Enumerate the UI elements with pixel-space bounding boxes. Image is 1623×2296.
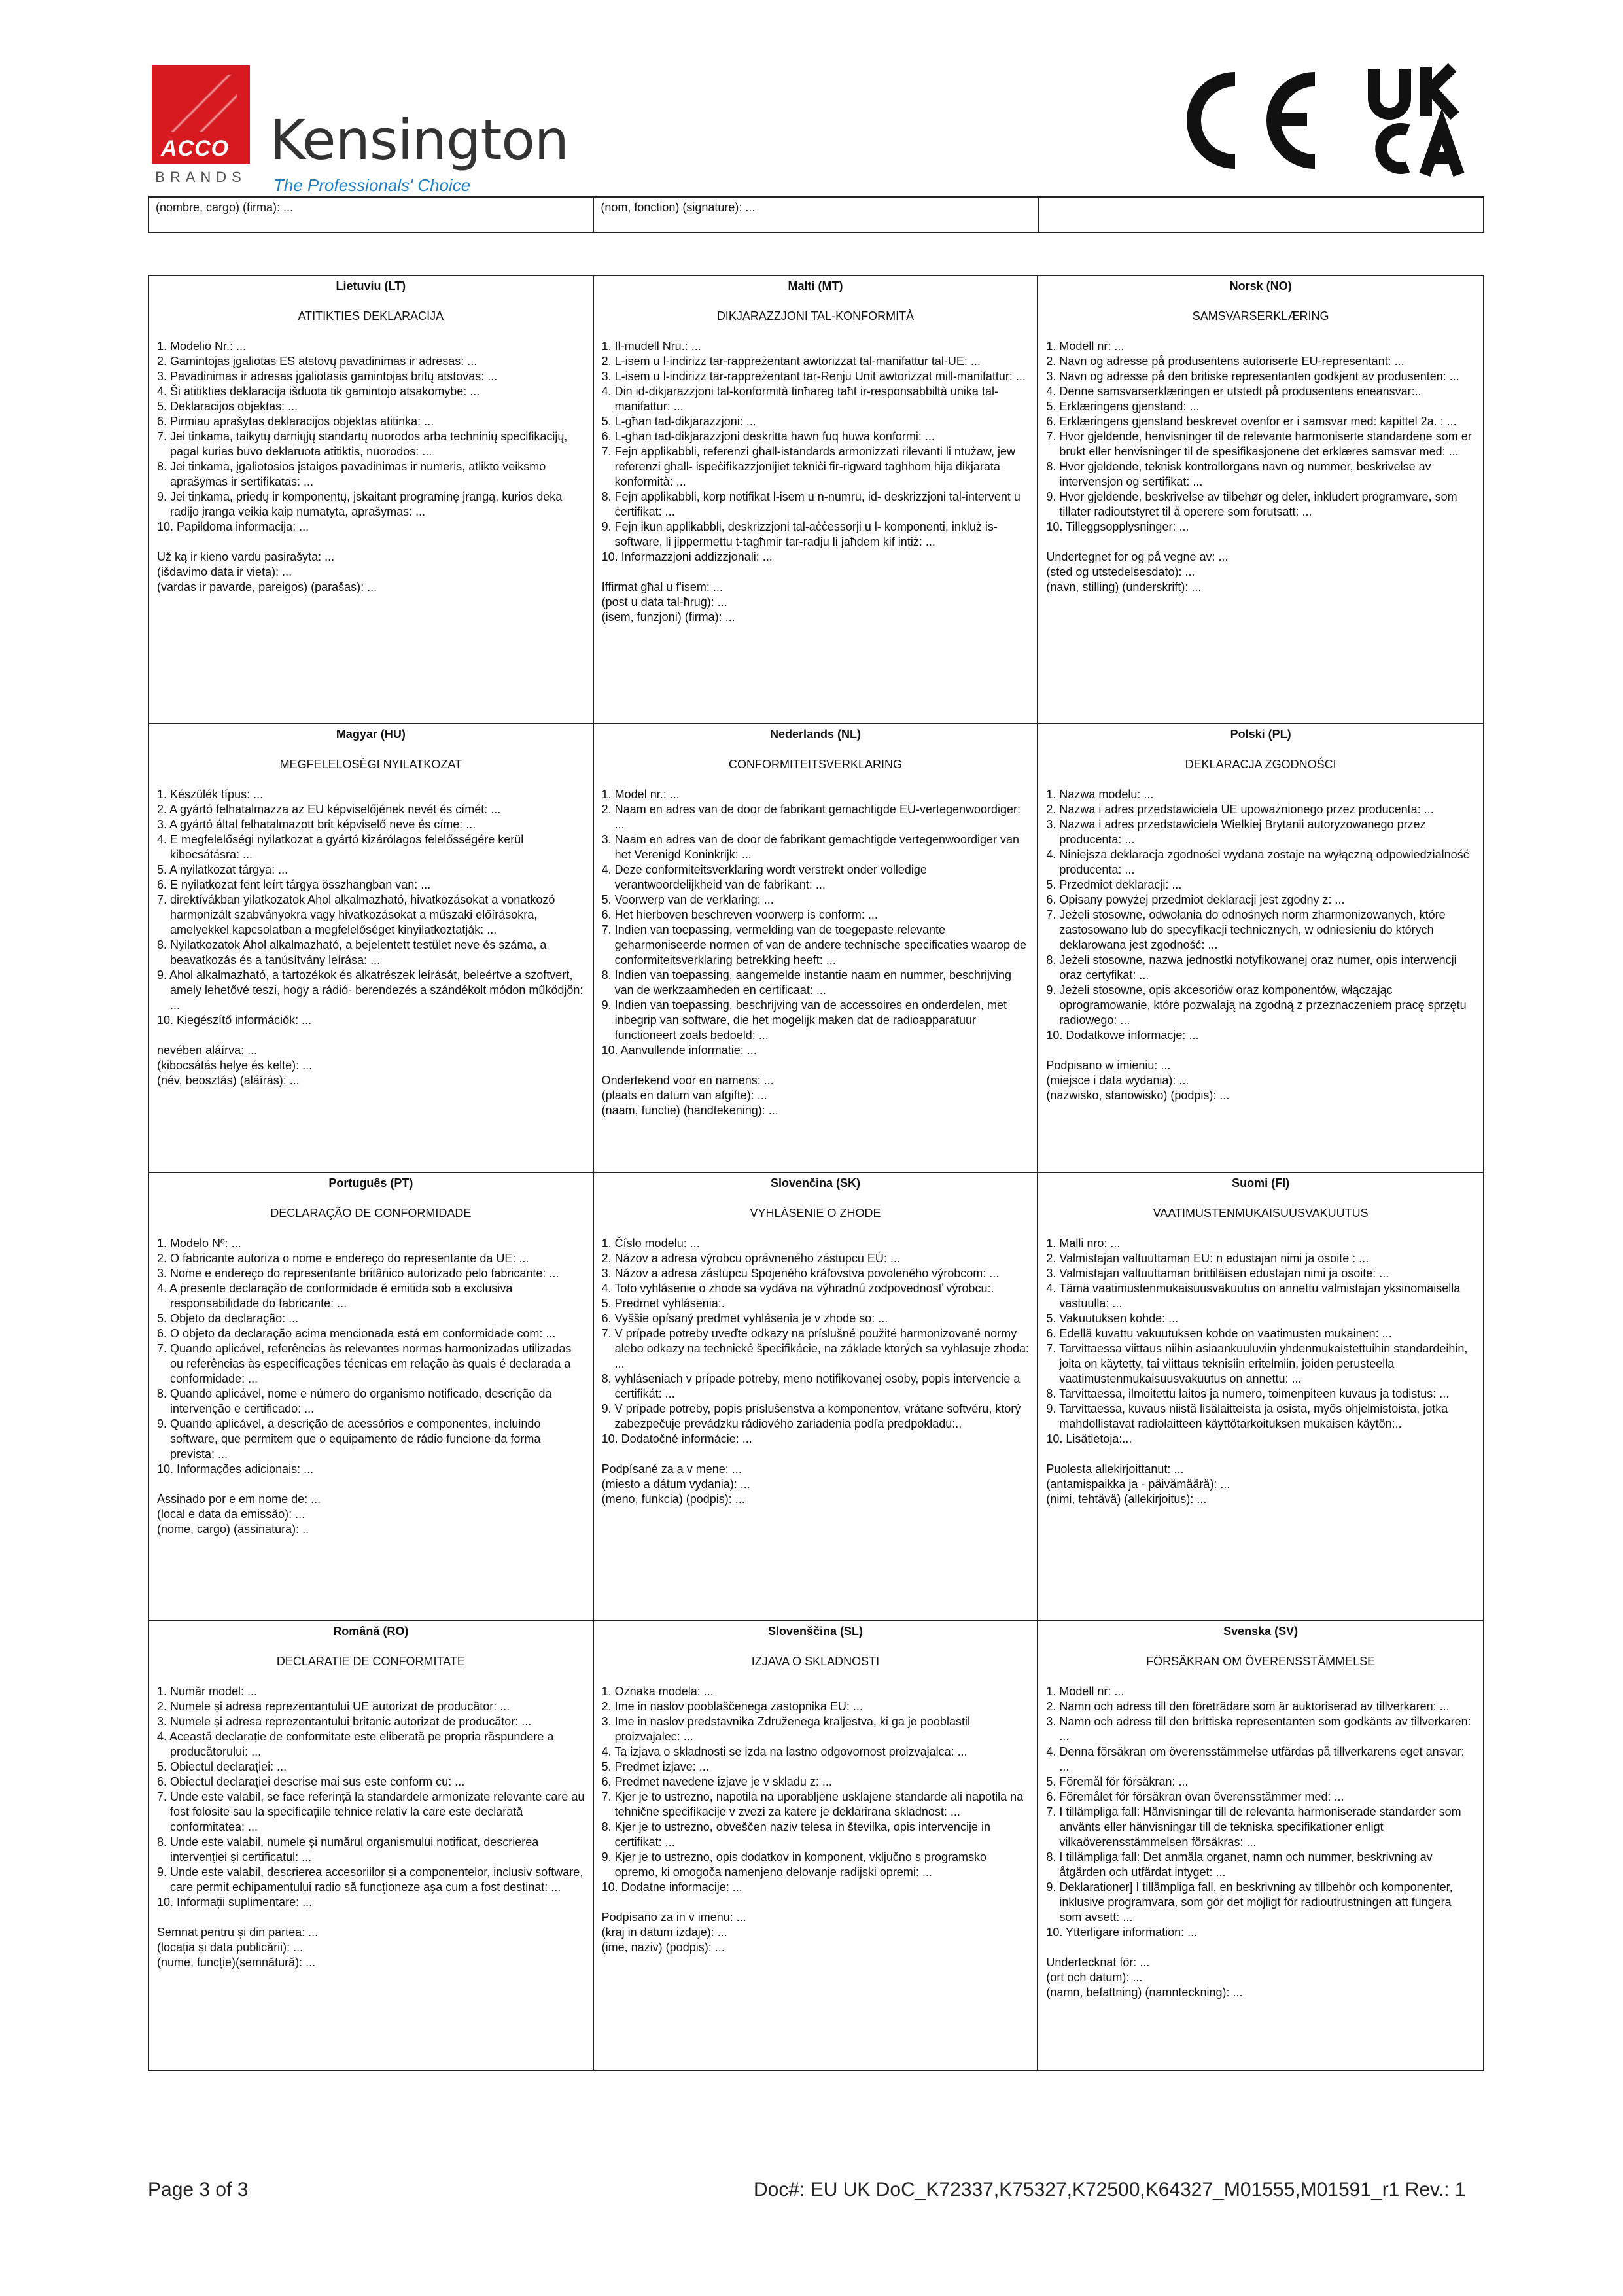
signature-strip bbox=[148, 196, 1484, 233]
declaration-item: 2. A gyártó felhatalmazza az EU képviselőjének nevét és címét: ... bbox=[157, 803, 501, 817]
declaration-item: 9. Ahol alkalmazható, a tartozékok és alkatrészek leírását, beleértve a szoftvert, amely lehetővé teszi, hogy a rádió- berendezés a szándékolt módon működjön: ... bbox=[157, 968, 584, 1012]
declaration-item: 9. Quando aplicável, a descrição de acessórios e componentes, incluindo software, que permitem que o equipamento de rádio funcione da forma prevista: ... bbox=[157, 1417, 541, 1460]
signature-line: (post u data tal-ħrug): ... bbox=[601, 595, 727, 609]
declaration-item: 7. direktívákban yilatkozatok Ahol alkalmazható, hivatkozásokat a vonatkozó harmonizált szabványokra vagy hivatkozásokat a műszaki előírásokra, amelyekkel kapcsolatban a megfelelőséget kinyilatkoztatják: ... bbox=[157, 893, 555, 937]
declaration-item: 2. Nazwa i adres przedstawiciela UE upoważnionego przez producenta: ... bbox=[1046, 803, 1434, 817]
declaration-item: 1. Modell nr: ... bbox=[1046, 340, 1125, 353]
signature-line: Undertegnet for og på vegne av: ... bbox=[1046, 550, 1229, 563]
signature-line: nevében aláírva: ... bbox=[157, 1044, 258, 1057]
declaration-items bbox=[1046, 1684, 1475, 1940]
language-heading: Nederlands (NL) bbox=[769, 728, 861, 741]
signature-line: (miejsce i data wydania): ... bbox=[1046, 1074, 1189, 1087]
signature-line: Puolesta allekirjoittanut: ... bbox=[1046, 1462, 1184, 1475]
declaration-item: 2. L-isem u l-indirizz tar-rappreżentant awtorizzat tal-manifattur tal-UE: ... bbox=[601, 355, 981, 368]
declaration-item: 4. Toto vyhlásenie o zhode sa vydáva na výhradnú zodpovednosť výrobcu:. bbox=[601, 1281, 994, 1295]
language-heading: Svenska (SV) bbox=[1223, 1624, 1299, 1638]
signature-line: (antamispaikka ja - päivämäärä): ... bbox=[1046, 1477, 1230, 1491]
declaration-item: 9. Deklarationer] I tillämpliga fall, en beskrivning av tillbehör och komponenter, inklusive programvara, som gör det möjligt för radioutrustningen att fungera som avsett: ... bbox=[1046, 1880, 1453, 1924]
declaration-item: 2. Numele și adresa reprezentantului UE autorizat de producător: ... bbox=[157, 1699, 510, 1713]
declaration-item: 9. Kjer je to ustrezno, opis dodatkov in komponent, vključno s programsko opremo, ki omogoča namenjeno delovanje radijski opremi: ... bbox=[601, 1850, 986, 1879]
declaration-item: 4. A presente declaração de conformidade é emitida sob a exclusiva responsabilidade do fabricante: ... bbox=[157, 1281, 513, 1310]
declaration-item: 5. Przedmiot deklaracji: ... bbox=[1046, 878, 1182, 892]
language-heading: Português (PT) bbox=[328, 1176, 413, 1190]
declaration-item: 3. A gyártó által felhatalmazott brit képviselő neve és címe: ... bbox=[157, 818, 476, 832]
declaration-item: 10. Informações adicionais: ... bbox=[157, 1462, 314, 1475]
declaration-item: 1. Číslo modelu: ... bbox=[601, 1236, 700, 1250]
signature-line: (locația și data publicării): ... bbox=[157, 1940, 304, 1954]
declaration-item: 6. O objeto da declaração acima mencionada está em conformidade com: ... bbox=[157, 1326, 556, 1340]
declaration-item: 8. Kjer je to ustrezno, obveščen naziv telesa in številka, opis intervencije in certifikat: ... bbox=[601, 1820, 990, 1848]
declaration-item: 5. L-għan tad-dikjarazzjoni: ... bbox=[601, 415, 756, 428]
signature-line: Iffirmat għal u f'isem: ... bbox=[601, 580, 723, 593]
language-heading: Suomi (FI) bbox=[1232, 1176, 1290, 1190]
declaration-item: 3. Namn och adress till den brittiska representanten som godkänts av tillverkaren: ... bbox=[1046, 1714, 1471, 1743]
declaration-item: 3. Názov a adresa zástupcu Spojeného kráľovstva povoleného výrobcom: ... bbox=[601, 1266, 1000, 1280]
signature-line: (išdavimo data ir vieta): ... bbox=[157, 565, 292, 578]
ce-ukca-marks bbox=[1178, 62, 1478, 180]
declaration-title: VAATIMUSTENMUKAISUUSVAKUUTUS bbox=[1153, 1206, 1369, 1220]
declaration-item: 10. Informații suplimentare: ... bbox=[157, 1895, 313, 1909]
signature-line: (nazwisko, stanowisko) (podpis): ... bbox=[1046, 1089, 1230, 1103]
signature-line: (namn, befattning) (namnteckning): ... bbox=[1046, 1985, 1243, 1999]
declaration-item: 2. Valmistajan valtuuttaman EU: n edustajan nimi ja osoite : ... bbox=[1046, 1251, 1369, 1265]
declaration-item: 10. Tilleggsopplysninger: ... bbox=[1046, 520, 1189, 533]
declaration-item: 6. Erklæringens gjenstand beskrevet ovenfor er i samsvar med: kapittel 2a. : ... bbox=[1046, 415, 1457, 428]
declaration-item: 10. Informazzjoni addizzjonali: ... bbox=[601, 550, 773, 563]
declaration-item: 2. Gamintojas įgaliotas ES atstovų pavadinimas ir adresas: ... bbox=[157, 355, 478, 368]
declaration-item: 2. Názov a adresa výrobcu oprávneného zástupcu EÚ: ... bbox=[601, 1251, 900, 1265]
strip-cell: (nom, fonction) (signature): ... bbox=[594, 198, 1039, 232]
declaration-item: 8. Fejn applikabbli, korp notifikat l-isem u n-numru, id- deskrizzjoni tal-intervent u ċertifikat: ... bbox=[601, 490, 1021, 518]
declaration-item: 7. Quando aplicável, referências às relevantes normas harmonizadas utilizadas ou referências às especificações técnicas em relação às quais é declarada a conformidade: ... bbox=[157, 1341, 572, 1385]
declaration-item: 8. I tillämpliga fall: Det anmäla organet, namn och nummer, beskrivning av åtgärden och utfärdat intyget: ... bbox=[1046, 1850, 1433, 1879]
declaration-item: 1. Malli nro: ... bbox=[1046, 1236, 1121, 1250]
declaration-item: 10. Dodatne informacije: ... bbox=[601, 1880, 742, 1894]
declaration-item: 1. Készülék típus: ... bbox=[157, 788, 264, 802]
declaration-cell bbox=[149, 1621, 594, 2070]
declaration-title: ATITIKTIES DEKLARACIJA bbox=[298, 309, 444, 323]
declaration-items bbox=[1046, 339, 1475, 535]
declaration-item: 10. Papildoma informacija: ... bbox=[157, 520, 309, 533]
declaration-cell bbox=[1038, 1173, 1483, 1621]
declaration-item: 1. Il-mudell Nru.: ... bbox=[601, 340, 701, 353]
declaration-title: FÖRSÄKRAN OM ÖVERENSSTÄMMELSE bbox=[1146, 1654, 1376, 1668]
declaration-item: 6. Edellä kuvattu vakuutuksen kohde on vaatimusten mukainen: ... bbox=[1046, 1326, 1392, 1340]
signature-block bbox=[157, 1043, 585, 1088]
signature-line: (nume, funcție)(semnătură): ... bbox=[157, 1955, 316, 1969]
declaration-item: 8. Nyilatkozatok Ahol alkalmazható, a bejelentett testület neve és száma, a beavatkozás és a tanúsítvány leírása: ... bbox=[157, 938, 547, 967]
signature-block bbox=[602, 1073, 1030, 1118]
kensington-logo bbox=[152, 65, 570, 195]
declaration-item: 10. Kiegészítő információk: ... bbox=[157, 1014, 312, 1027]
signature-line: Undertecknat för: ... bbox=[1046, 1955, 1150, 1969]
declaration-grid bbox=[148, 275, 1484, 2071]
declaration-item: 4. Ta izjava o skladnosti se izda na lastno odgovornost proizvajalca: ... bbox=[601, 1744, 968, 1758]
declaration-item: 4. Denne samsvarserklæringen er utstedt på produsentens eneansvar:.. bbox=[1046, 385, 1422, 398]
declaration-items bbox=[157, 787, 585, 1028]
declaration-cell bbox=[594, 276, 1039, 724]
declaration-item: 9. Hvor gjeldende, beskrivelse av tilbehør og deler, inkludert programvare, som tillater radioutstyret til å operere som forutsatt: ... bbox=[1046, 490, 1457, 518]
declaration-item: 9. Indien van toepassing, beschrijving van de accessoires en onderdelen, met inbegrip van software, die het mogelijk maken dat de radioapparatuur functioneert zoals bedoeld: ... bbox=[601, 998, 1007, 1042]
declaration-items bbox=[157, 1684, 585, 1910]
ukca-mark bbox=[1374, 67, 1459, 175]
declaration-items bbox=[157, 339, 585, 535]
declaration-cell bbox=[149, 276, 594, 724]
declaration-item: 2. Naam en adres van de door de fabrikant gemachtigde EU-vertegenwoordiger: ... bbox=[601, 803, 1021, 832]
signature-line: (sted og utstedelsesdato): ... bbox=[1046, 565, 1195, 578]
declaration-item: 9. Unde este valabil, descrierea accesoriilor și a componentelor, inclusiv software, care permit echipamentului radio să funcționeze așa cum a fost destinat: ... bbox=[157, 1865, 584, 1894]
declaration-item: 4. Denna försäkran om överensstämmelse utfärdas på tillverkarens eget ansvar: ... bbox=[1046, 1744, 1465, 1773]
page-number: Page 3 of 3 bbox=[148, 2179, 249, 2200]
declaration-cell bbox=[149, 1173, 594, 1621]
declaration-item: 7. Kjer je to ustrezno, napotila na uporabljene usklajene standarde ali napotila na tehnične specifikacije v zvezi za katere je deklarirana skladnost: ... bbox=[601, 1790, 1024, 1818]
declaration-title: DEKLARACJA ZGODNOŚCI bbox=[1185, 758, 1336, 771]
declaration-item: 10. Ytterligare information: ... bbox=[1046, 1925, 1198, 1939]
declaration-item: 5. Objeto da declaração: ... bbox=[157, 1311, 299, 1325]
declaration-item: 4. Tämä vaatimustenmukaisuusvakuutus on annettu valmistajan yksinomaisella vastuulla: ... bbox=[1046, 1281, 1461, 1310]
declaration-items bbox=[157, 1236, 585, 1477]
signature-line: (név, beosztás) (aláírás): ... bbox=[157, 1074, 300, 1087]
declaration-cell bbox=[149, 724, 594, 1173]
declaration-item: 9. V prípade potreby, popis príslušenstva a komponentov, vrátane softvéru, ktorý zabezpečuje prevádzku rádiového zariadenia podľa predpokladu:.. bbox=[601, 1402, 1021, 1430]
language-heading: Slovenščina (SL) bbox=[767, 1624, 864, 1638]
declaration-item: 4. Niniejsza deklaracja zgodności wydana zostaje na wyłączną odpowiedzialność producenta: ... bbox=[1046, 848, 1469, 877]
signature-line: (navn, stilling) (underskrift): ... bbox=[1046, 580, 1202, 593]
declaration-cell bbox=[594, 724, 1039, 1173]
declaration-title: DECLARATIE DE CONFORMITATE bbox=[276, 1654, 465, 1668]
declaration-item: 6. Vyššie opísaný predmet vyhlásenia je v zhode so: ... bbox=[601, 1311, 888, 1325]
declaration-item: 3. Nome e endereço do representante britânico autorizado pelo fabricante: ... bbox=[157, 1266, 559, 1280]
signature-line: Už ką ir kieno vardu pasirašyta: ... bbox=[157, 550, 335, 563]
language-heading: Malti (MT) bbox=[788, 279, 843, 292]
signature-line: (ime, naziv) (podpis): ... bbox=[601, 1940, 725, 1954]
declaration-item: 5. Föremål för försäkran: ... bbox=[1046, 1775, 1189, 1788]
declaration-item: 6. Obiectul declarației descrise mai sus este conform cu: ... bbox=[157, 1775, 465, 1788]
signature-block bbox=[1046, 1058, 1475, 1103]
declaration-item: 4. Această declarație de conformitate este eliberată pe propria răspundere a producătorului: ... bbox=[157, 1729, 554, 1758]
signature-line: (local e data da emissão): ... bbox=[157, 1507, 305, 1521]
signature-block bbox=[1046, 1462, 1475, 1507]
signature-block bbox=[157, 550, 585, 595]
declaration-item: 8. Jeżeli stosowne, nazwa jednostki notyfikowanej oraz numer, opis interwencji oraz certyfikat: ... bbox=[1046, 953, 1457, 982]
declaration-title: DECLARAÇÃO DE CONFORMIDADE bbox=[270, 1206, 472, 1220]
declaration-title: CONFORMITEITSVERKLARING bbox=[728, 758, 902, 771]
declaration-item: 4. Deze conformiteitsverklaring wordt verstrekt onder volledige verantwoordelijkheid van de fabrikant: ... bbox=[601, 863, 927, 892]
declaration-item: 7. V prípade potreby uveďte odkazy na príslušné použité harmonizované normy alebo odkazy na technické špecifikácie, na základe ktorých sa vyhlasuje zhoda: ... bbox=[601, 1326, 1030, 1370]
declaration-item: 8. Tarvittaessa, ilmoitettu laitos ja numero, toimenpiteen kuvaus ja todistus: ... bbox=[1046, 1386, 1450, 1400]
declaration-item: 8. Hvor gjeldende, teknisk kontrollorgans navn og nummer, beskrivelse av intervensjon og sertifikat: ... bbox=[1046, 460, 1431, 488]
declaration-item: 1. Modell nr: ... bbox=[1046, 1684, 1125, 1698]
declaration-item: 5. Obiectul declarației: ... bbox=[157, 1759, 287, 1773]
declaration-item: 7. Fejn applikabbli, referenzi għall-istandards armonizzati rilevanti li ntużaw, jew referenzi għall- ispeċifikazzjonijiet tekniċi fir-rigward tagħhom hija dikjarata konformità: ... bbox=[601, 445, 1015, 488]
declaration-item: 1. Nazwa modelu: ... bbox=[1046, 788, 1154, 802]
declaration-item: 8. Indien van toepassing, aangemelde instantie naam en nummer, beschrijving van de werkzaamheden en certificaat: ... bbox=[601, 968, 1012, 997]
document-number: Doc#: EU UK DoC_K72337,K75327,K72500,K64327_M01555,M01591_r1 Rev.: 1 bbox=[754, 2179, 1466, 2200]
signature-line: (kraj in datum izdaje): ... bbox=[601, 1925, 727, 1939]
declaration-item: 5. Vakuutuksen kohde: ... bbox=[1046, 1311, 1179, 1325]
declaration-item: 1. Model nr.: ... bbox=[601, 788, 680, 802]
declaration-item: 3. Pavadinimas ir adresas įgaliotasis gamintojas britų atstovas: ... bbox=[157, 370, 498, 383]
declaration-cell bbox=[1038, 276, 1483, 724]
acco-logo-mark bbox=[152, 65, 250, 164]
signature-line: (meno, funkcia) (podpis): ... bbox=[601, 1492, 745, 1506]
language-heading: Lietuviu (LT) bbox=[336, 279, 406, 292]
signature-line: (nimi, tehtävä) (allekirjoitus): ... bbox=[1046, 1492, 1207, 1506]
declaration-item: 7. Indien van toepassing, vermelding van de toegepaste relevante geharmoniseerde normen of van de andere technische specificaties waarop de conformiteitsverklaring betrekking heeft: ... bbox=[601, 923, 1027, 967]
language-heading: Polski (PL) bbox=[1230, 728, 1291, 741]
declaration-item: 1. Modelio Nr.: ... bbox=[157, 340, 247, 353]
declaration-item: 10. Lisätietoja:... bbox=[1046, 1432, 1132, 1445]
declaration-item: 3. Nazwa i adres przedstawiciela Wielkiej Brytanii autoryzowanego przez producenta: ... bbox=[1046, 818, 1426, 847]
declaration-item: 9. Jeżeli stosowne, opis akcesoriów oraz komponentów, włączając oprogramowanie, które pozwalają na zgodną z przeznaczeniem pracę sprzętu radiowego: ... bbox=[1046, 983, 1467, 1027]
declaration-item: 6. L-għan tad-dikjarazzjoni deskritta hawn fuq huwa konformi: ... bbox=[601, 430, 935, 443]
signature-line: (nome, cargo) (assinatura): .. bbox=[157, 1522, 309, 1536]
declaration-item: 7. I tillämpliga fall: Hänvisningar till de relevanta harmoniserade standarder som använts eller hänvisningar till de tekniska specifikationer enligt vilkaöverensstämmelsen försäkras: ... bbox=[1046, 1805, 1461, 1848]
declaration-item: 4. Din id-dikjarazzjoni tal-konformità tinħareg taħt ir-responsabbiltà unika tal- manifattur: ... bbox=[601, 385, 998, 413]
declaration-item: 1. Număr model: ... bbox=[157, 1684, 258, 1698]
declaration-item: 3. Navn og adresse på den britiske representanten godkjent av produsenten: ... bbox=[1046, 370, 1459, 383]
signature-line: Podpisano za in v imenu: ... bbox=[601, 1910, 746, 1924]
declaration-item: 3. Valmistajan valtuuttaman brittiläisen edustajan nimi ja osoite: ... bbox=[1046, 1266, 1389, 1280]
declaration-item: 6. Opisany powyżej przedmiot deklaracji jest zgodny z: ... bbox=[1046, 893, 1345, 907]
signature-block bbox=[602, 1462, 1030, 1507]
declaration-cell bbox=[594, 1621, 1039, 2070]
declaration-items bbox=[602, 339, 1030, 565]
declaration-item: 3. Ime in naslov predstavnika Združenega kraljestva, ki ga je pooblastil proizvajalec: ... bbox=[601, 1714, 970, 1743]
signature-block bbox=[602, 580, 1030, 625]
language-heading: Română (RO) bbox=[333, 1624, 409, 1638]
strip-cell: (nombre, cargo) (firma): ... bbox=[149, 198, 594, 232]
declaration-item: 9. Jei tinkama, priedų ir komponentų, įskaitant programinę įrangą, kurios deka radijo įranga veikia kaip numatyta, aprašymas: ... bbox=[157, 490, 563, 518]
declaration-item: 3. L-isem u l-indirizz tar-rappreżentant tar-Renju Unit awtorizzat mill-manifattur: ... bbox=[601, 370, 1026, 383]
language-heading: Magyar (HU) bbox=[336, 728, 406, 741]
signature-block bbox=[1046, 1955, 1475, 2000]
signature-line: (vardas ir pavarde, pareigos) (parašas): ... bbox=[157, 580, 377, 593]
declaration-items bbox=[602, 1236, 1030, 1447]
language-heading: Norsk (NO) bbox=[1229, 279, 1292, 292]
declaration-title: VYHLÁSENIE O ZHODE bbox=[750, 1206, 881, 1220]
ce-mark bbox=[1194, 79, 1315, 162]
declaration-item: 5. Deklaracijos objektas: ... bbox=[157, 400, 298, 413]
declaration-item: 9. Fejn ikun applikabbli, deskrizzjoni tal-aċċessorji u l- komponenti, inkluż is- software, li jippermettu t-tagħmir tar-radju li jaħdem kif intiż: ... bbox=[601, 520, 998, 548]
declaration-item: 5. A nyilatkozat tárgya: ... bbox=[157, 863, 288, 877]
signature-line: (kibocsátás helye és kelte): ... bbox=[157, 1059, 313, 1072]
signature-block bbox=[602, 1910, 1030, 1955]
declaration-item: 5. Predmet vyhlásenia:. bbox=[601, 1296, 725, 1310]
declaration-items bbox=[1046, 1236, 1475, 1447]
signature-line: (ort och datum): ... bbox=[1046, 1970, 1143, 1984]
declaration-item: 6. Predmet navedene izjave je v skladu z: ... bbox=[601, 1775, 832, 1788]
declaration-item: 1. Oznaka modela: ... bbox=[601, 1684, 714, 1698]
declaration-item: 5. Erklæringens gjenstand: ... bbox=[1046, 400, 1200, 413]
signature-line: (naam, functie) (handtekening): ... bbox=[601, 1104, 778, 1118]
declaration-item: 8. Quando aplicável, nome e número do organismo notificado, descrição da intervenção e certificado: ... bbox=[157, 1386, 552, 1415]
signature-line: (plaats en datum van afgifte): ... bbox=[601, 1089, 767, 1103]
signature-block bbox=[1046, 550, 1475, 595]
signature-line: Ondertekend voor en namens: ... bbox=[601, 1074, 774, 1087]
declaration-cell bbox=[594, 1173, 1039, 1621]
declaration-item: 7. Unde este valabil, se face referință la standardele armonizate relevante care au fost folosite sau la specificațiile tehnice relativ la care este declarată conformitatea: ... bbox=[157, 1790, 585, 1833]
signature-line: Podpísané za a v mene: ... bbox=[601, 1462, 742, 1475]
declaration-cell bbox=[1038, 724, 1483, 1173]
declaration-item: 8. Unde este valabil, numele și numărul organismului notificat, descrierea intervenției și certificatul: ... bbox=[157, 1835, 539, 1863]
signature-line: (isem, funzjoni) (firma): ... bbox=[601, 610, 735, 624]
declaration-item: 10. Dodatkowe informacje: ... bbox=[1046, 1029, 1199, 1042]
declaration-item: 3. Numele și adresa reprezentantului britanic autorizat de producător: ... bbox=[157, 1714, 532, 1728]
declaration-item: 1. Modelo Nº: ... bbox=[157, 1236, 241, 1250]
signature-block bbox=[157, 1492, 585, 1537]
declaration-item: 6. Het hierboven beschreven voorwerp is conform: ... bbox=[601, 908, 878, 922]
declaration-item: 2. Ime in naslov pooblaščenega zastopnika EU: ... bbox=[601, 1699, 863, 1713]
declaration-item: 10. Aanvullende informatie: ... bbox=[601, 1044, 757, 1057]
brand-name: Kensington bbox=[270, 108, 569, 172]
declaration-item: 5. Predmet izjave: ... bbox=[601, 1759, 709, 1773]
signature-block bbox=[157, 1925, 585, 1970]
declaration-item: 2. Namn och adress till den företrädare som är auktoriserad av tillverkaren: ... bbox=[1046, 1699, 1450, 1713]
acco-logo-text: ACCO bbox=[161, 136, 230, 161]
declaration-item: 2. O fabricante autoriza o nome e endereço do representante da UE: ... bbox=[157, 1251, 529, 1265]
declaration-title: IZJAVA O SKLADNOSTI bbox=[751, 1654, 880, 1668]
declaration-item: 3. Naam en adres van de door de fabrikant gemachtigde vertegenwoordiger van het Verenigd Koninkrijk: ... bbox=[601, 833, 1020, 862]
declaration-item: 7. Tarvittaessa viittaus niihin asiaankuuluviin yhdenmukaistettuihin standardeihin, joita on käytetty, tai viittaus teknisiin eritelmiin, joiden perusteella vaatimustenmukaisuusvakuutus on annettu: ... bbox=[1046, 1341, 1468, 1385]
declaration-item: 5. Voorwerp van de verklaring: ... bbox=[601, 893, 774, 907]
declaration-title: MEGFELELOSÉGI NYILATKOZAT bbox=[279, 758, 462, 771]
declaration-title: SAMSVARSERKLÆRING bbox=[1192, 309, 1329, 323]
declaration-item: 7. Hvor gjeldende, henvisninger til de relevante harmoniserte standardene som er brukt eller henvisninger til de spesifikasjonene det erklæres samsvar med: ... bbox=[1046, 430, 1472, 458]
declaration-item: 7. Jeżeli stosowne, odwołania do odnośnych norm zharmonizowanych, które zastosowano lub do specyfikacji technicznych, w odniesieniu do których deklarowana jest zgodność: ... bbox=[1046, 908, 1446, 952]
signature-line: Podpisano w imieniu: ... bbox=[1046, 1059, 1171, 1072]
declaration-item: 10. Dodatočné informácie: ... bbox=[601, 1432, 752, 1445]
strip-cell bbox=[1039, 198, 1483, 232]
declaration-items bbox=[1046, 787, 1475, 1043]
declaration-cell bbox=[1038, 1621, 1483, 2070]
declaration-item: 6. Pirmiau aprašytas deklaracijos objektas atitinka: ... bbox=[157, 415, 434, 428]
declaration-item: 6. Föremålet för försäkran ovan överensstämmer med: ... bbox=[1046, 1790, 1344, 1803]
declaration-item: 6. E nyilatkozat fent leírt tárgya összhangban van: ... bbox=[157, 878, 431, 892]
signature-line: Assinado por e em nome de: ... bbox=[157, 1492, 321, 1506]
declaration-item: 4. Ši atitikties deklaracija išduota tik gamintojo atsakomybe: ... bbox=[157, 385, 480, 398]
language-heading: Slovenčina (SK) bbox=[770, 1176, 860, 1190]
acco-brands-text: BRANDS bbox=[155, 169, 247, 185]
declaration-item: 9. Tarvittaessa, kuvaus niistä lisälaitteista ja osista, myös ohjelmistoista, jotka mahdollistavat radiolaitteen käyttötarkoituksen mukaisen käytön:.. bbox=[1046, 1402, 1448, 1430]
declaration-title: DIKJARAZZJONI TAL-KONFORMITÀ bbox=[716, 309, 915, 323]
declaration-items bbox=[602, 787, 1030, 1058]
signature-line: Semnat pentru și din partea: ... bbox=[157, 1925, 319, 1939]
declaration-item: 4. E megfelelőségi nyilatkozat a gyártó kizárólagos felelősségére kerül kibocsátásra: ... bbox=[157, 833, 524, 862]
declaration-item: 2. Navn og adresse på produsentens autoriserte EU-representant: ... bbox=[1046, 355, 1405, 368]
declaration-item: 8. vyhláseniach v prípade potreby, meno notifikovanej osoby, popis intervencie a certifikát: ... bbox=[601, 1371, 1021, 1400]
signature-line: (miesto a dátum vydania): ... bbox=[601, 1477, 750, 1491]
declaration-item: 8. Jei tinkama, įgaliotosios įstaigos pavadinimas ir numeris, atlikto veiksmo aprašymas ir sertifikatas: ... bbox=[157, 460, 546, 488]
declaration-items bbox=[602, 1684, 1030, 1895]
declaration-item: 7. Jei tinkama, taikytų darniųjų standartų nuorodos arba techninių specifikacijų, pagal kurias buvo deklaruota atitiktis, nuorodos: ... bbox=[157, 430, 568, 458]
brand-tagline: The Professionals' Choice bbox=[273, 175, 471, 195]
